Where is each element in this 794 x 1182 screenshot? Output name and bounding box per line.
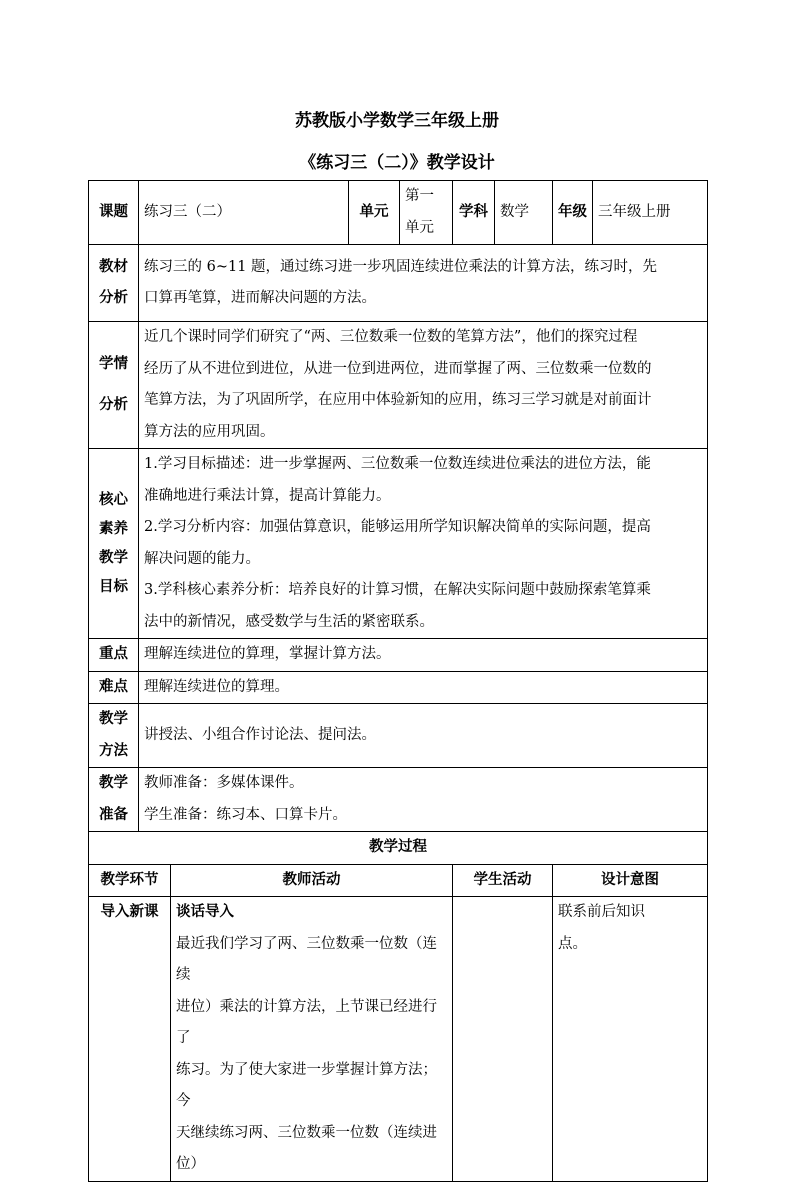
subject-label: 学科 <box>453 181 495 245</box>
difficulty-row <box>89 671 708 704</box>
student-analysis-row <box>89 322 708 449</box>
key-point-label: 重点 <box>89 639 139 672</box>
process-row-intro <box>89 897 708 1182</box>
material-label: 教材 分析 <box>89 245 139 322</box>
subject-value: 数学 <box>495 181 553 245</box>
grade-value: 三年级上册 <box>593 181 708 245</box>
col-student-header: 学生活动 <box>453 864 553 897</box>
core-goals-text: 1.学习目标描述：进一步掌握两、三位数乘一位数连续进位乘法的进位方法，能 准确地进行乘法计算，提高计算能力。 2.学习分析内容：加强估算意识，能够运用所学知识解决简单的实际问题，提高 解决问题的能力。 3.学科核心素养分析：培养良好的计算习惯，在解决实际问题中鼓励探索笔算乘 法中的新情况，感受数学与生活的紧密联系。 <box>139 449 708 639</box>
process-header-row <box>89 864 708 897</box>
step-cell: 导入新课 <box>89 897 171 1182</box>
core-goals-label: 核心 素养 教学 目标 <box>89 449 139 639</box>
col-intent-header: 设计意图 <box>553 864 708 897</box>
material-text: 练习三的 6~11 题，通过练习进一步巩固连续进位乘法的计算方法，练习时，先 口算再笔算，进而解决问题的方法。 <box>139 245 708 322</box>
col-step-header: 教学环节 <box>89 864 171 897</box>
material-row <box>89 245 708 322</box>
topic-value: 练习三（二） <box>139 181 349 245</box>
student-analysis-text: 近几个课时同学们研究了“两、三位数乘一位数的笔算方法”，他们的探究过程 经历了从不进位到进位，从进一位到进两位，进而掌握了两、三位数乘一位数的 笔算方法，为了巩固所学，在应用中体验新知的应用，练习三学习就是对前面计 算方法的应用巩固。 <box>139 322 708 449</box>
preparation-label: 教学 准备 <box>89 768 139 832</box>
document-subtitle: 《练习三（二）》教学设计 <box>299 153 495 173</box>
topic-label: 课题 <box>89 181 139 245</box>
difficulty-label: 难点 <box>89 671 139 704</box>
key-point-row <box>89 639 708 672</box>
process-heading-row <box>89 832 708 865</box>
student-analysis-label: 学情 分析 <box>89 322 139 449</box>
student-activity-cell <box>453 897 553 1182</box>
unit-value: 第一单元 <box>400 181 453 245</box>
method-text: 讲授法、小组合作讨论法、提问法。 <box>139 704 708 768</box>
document-title: 苏教版小学数学三年级上册 <box>295 111 499 131</box>
difficulty-text: 理解连续进位的算理。 <box>139 671 708 704</box>
process-heading: 教学过程 <box>89 832 708 865</box>
key-point-text: 理解连续进位的算理，掌握计算方法。 <box>139 639 708 672</box>
teacher-activity-cell: 谈话导入 最近我们学习了两、三位数乘一位数（连续 进位）乘法的计算方法，上节课已经进行了 练习。为了使大家进一步掌握计算方法；今 天继续练习两、三位数乘一位数（连续进位） <box>171 897 453 1182</box>
lesson-plan-table <box>88 180 708 1182</box>
grade-label: 年级 <box>553 181 593 245</box>
preparation-row <box>89 768 708 832</box>
design-intent-cell: 联系前后知识 点。 <box>553 897 708 1182</box>
preparation-text: 教师准备：多媒体课件。 学生准备：练习本、口算卡片。 <box>139 768 708 832</box>
method-row <box>89 704 708 768</box>
core-goals-row <box>89 449 708 639</box>
unit-label: 单元 <box>349 181 400 245</box>
col-teacher-header: 教师活动 <box>171 864 453 897</box>
info-row <box>89 181 708 245</box>
method-label: 教学 方法 <box>89 704 139 768</box>
